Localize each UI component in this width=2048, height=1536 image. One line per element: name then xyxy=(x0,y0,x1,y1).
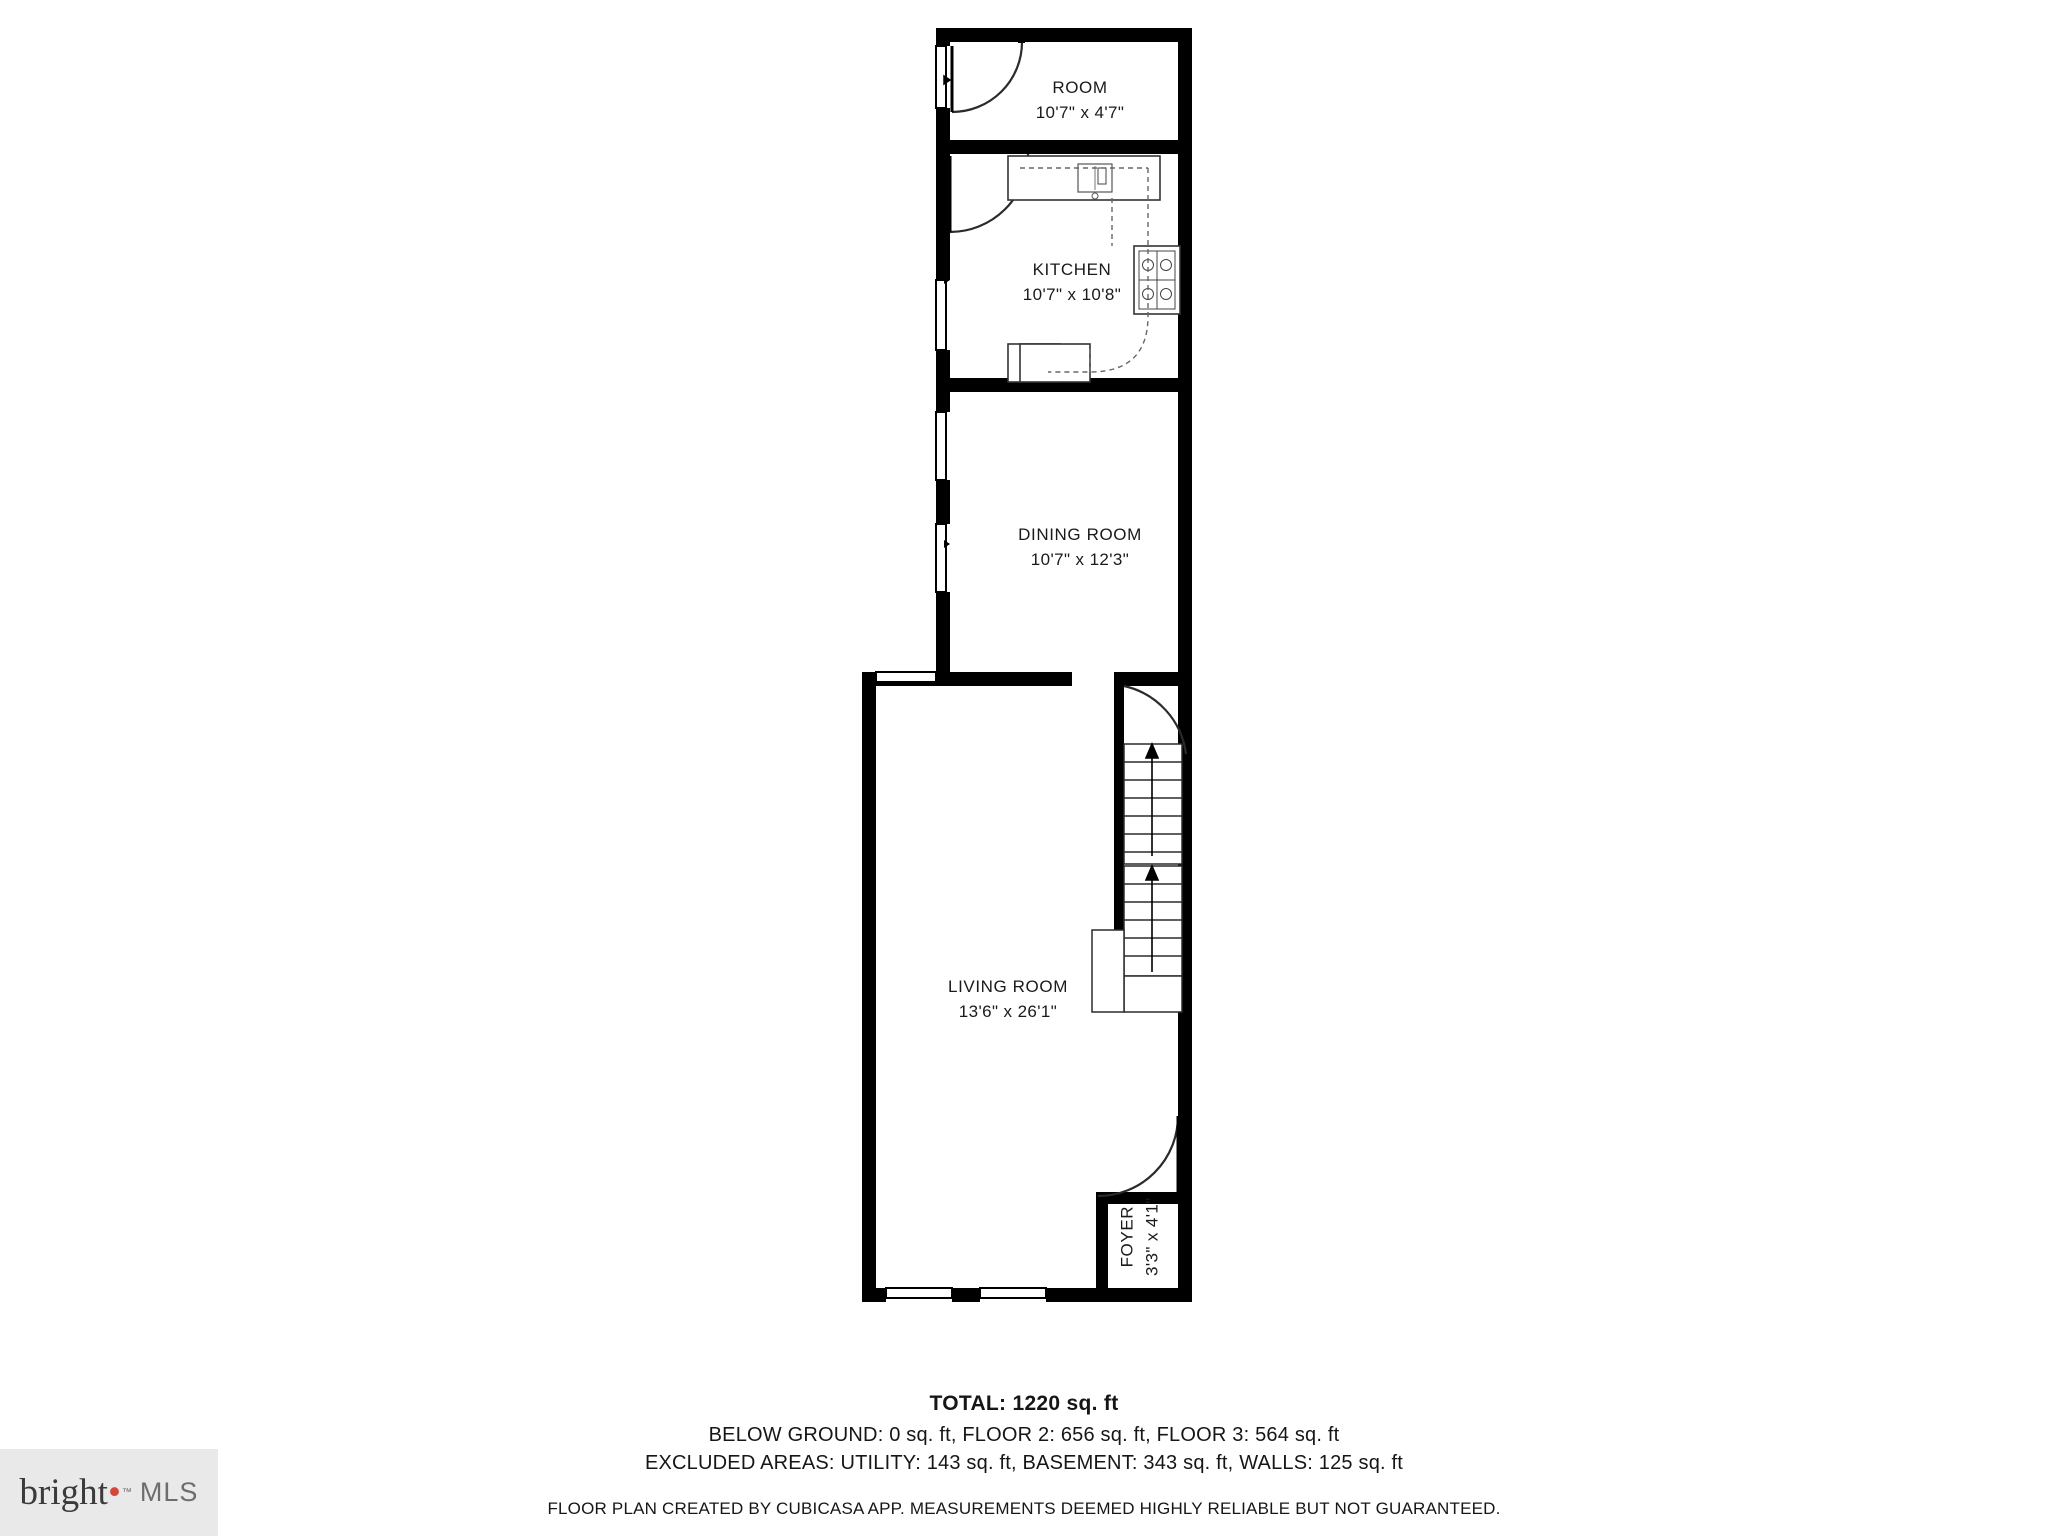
floorplan-summary xyxy=(0,1392,2048,1519)
logo-suffix-text: MLS xyxy=(139,1477,199,1507)
room-dims: 13'6" x 26'1" xyxy=(958,1001,1058,1021)
room-dims: 10'7" x 10'8" xyxy=(1022,284,1122,304)
staircase xyxy=(1092,744,1182,1012)
room-label-kitchen xyxy=(972,258,1172,307)
room-label-living-room xyxy=(908,975,1108,1024)
logo-brand-text: bright• xyxy=(19,1472,121,1513)
room-name: LIVING ROOM xyxy=(948,977,1068,996)
excluded-areas-line: EXCLUDED AREAS: UTILITY: 143 sq. ft, BASEMENT: 343 sq. ft, WALLS: 125 sq. ft xyxy=(644,1452,1404,1474)
room-name: KITCHEN xyxy=(1032,260,1112,279)
room-dims: 3'3" x 4'1" xyxy=(1142,1197,1161,1277)
room-label-room xyxy=(980,76,1180,125)
logo-trademark: ™ xyxy=(121,1487,132,1498)
room-name: ROOM xyxy=(1052,78,1108,97)
disclaimer-text: FLOOR PLAN CREATED BY CUBICASA APP. MEASUREMENTS DEEMED HIGHLY RELIABLE BUT NOT GUARANTEED. xyxy=(547,1499,1501,1518)
room-label-dining-room xyxy=(980,523,1180,572)
total-area: TOTAL: 1220 sq. ft xyxy=(929,1392,1119,1415)
room-name: DINING ROOM xyxy=(1018,525,1142,544)
room-dims: 10'7" x 12'3" xyxy=(1030,549,1130,569)
room-label-foyer xyxy=(1115,1147,1164,1327)
kitchen-counter-bottom xyxy=(1008,344,1090,382)
kitchen-counter-top xyxy=(1008,156,1160,200)
window-marks-room xyxy=(944,76,950,84)
area-breakdown-line: BELOW GROUND: 0 sq. ft, FLOOR 2: 656 sq. ft, FLOOR 3: 564 sq. ft xyxy=(708,1424,1340,1446)
bright-mls-logo xyxy=(0,1449,218,1536)
room-name: FOYER xyxy=(1117,1205,1137,1268)
room-dims: 10'7" x 4'7" xyxy=(1035,102,1125,122)
